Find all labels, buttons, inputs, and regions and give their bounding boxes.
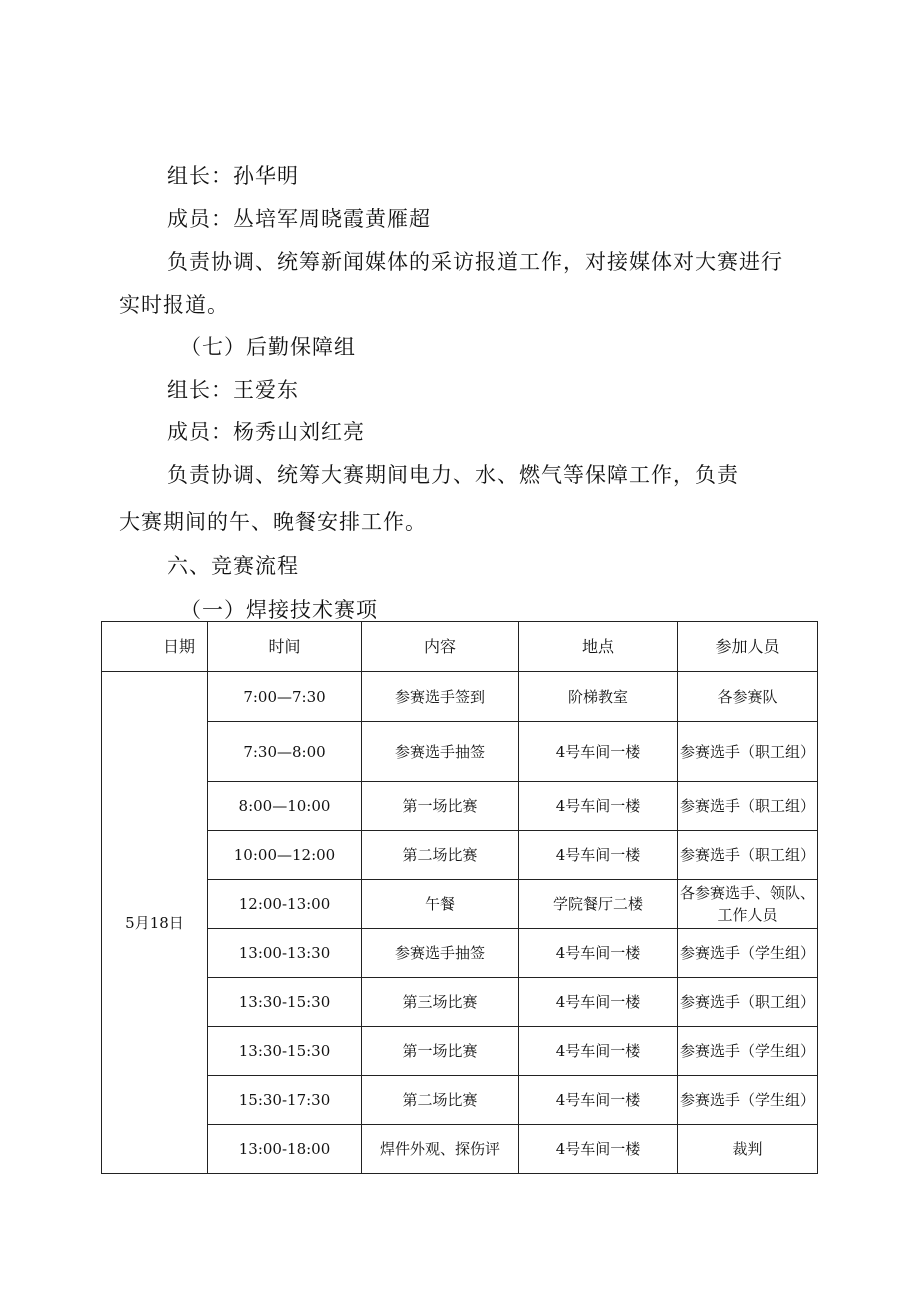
line-members-1: 成员：丛培军周晓霞黄雁超 [167, 207, 431, 231]
section-heading-welding: （一）焊接技术赛项 [180, 598, 378, 622]
time-cell: 13:00-13:30 [208, 929, 362, 978]
people-cell: 裁判 [678, 1125, 818, 1174]
content-cell: 参赛选手抽签 [362, 929, 519, 978]
people-cell: 参赛选手（职工组） [678, 831, 818, 880]
people-cell: 参赛选手（学生组） [678, 1076, 818, 1125]
place-cell: 4号车间一楼 [519, 1076, 678, 1125]
people-cell: 参赛选手（学生组） [678, 929, 818, 978]
time-cell: 12:00-13:00 [208, 880, 362, 929]
time-cell: 13:00-18:00 [208, 1125, 362, 1174]
content-cell: 第一场比赛 [362, 782, 519, 831]
table-row [102, 1027, 818, 1076]
people-cell: 各参赛选手、领队、工作人员 [678, 880, 818, 929]
people-cell: 参赛选手（职工组） [678, 722, 818, 782]
time-cell: 13:30-15:30 [208, 978, 362, 1027]
line-leader-2: 组长：王爱东 [167, 378, 299, 402]
content-cell: 第二场比赛 [362, 1076, 519, 1125]
header-content: 内容 [362, 622, 519, 672]
time-cell: 13:30-15:30 [208, 1027, 362, 1076]
content-cell: 焊件外观、探伤评 [362, 1125, 519, 1174]
section-heading-process: 六、竞赛流程 [167, 554, 299, 578]
table-row [102, 782, 818, 831]
table-row [102, 929, 818, 978]
table-row [102, 880, 818, 929]
time-cell: 7:30—8:00 [208, 722, 362, 782]
time-cell: 8:00—10:00 [208, 782, 362, 831]
place-cell: 4号车间一楼 [519, 1125, 678, 1174]
content-cell: 参赛选手抽签 [362, 722, 519, 782]
date-cell: 5月18日 [102, 672, 208, 1174]
line-duty-1a: 负责协调、统筹新闻媒体的采访报道工作，对接媒体对大赛进行 [167, 250, 783, 274]
people-cell: 参赛选手（职工组） [678, 978, 818, 1027]
place-cell: 4号车间一楼 [519, 831, 678, 880]
header-people: 参加人员 [678, 622, 818, 672]
time-cell: 10:00—12:00 [208, 831, 362, 880]
schedule-table [101, 621, 818, 1174]
section-heading-logistics: （七）后勤保障组 [180, 335, 356, 359]
place-cell: 4号车间一楼 [519, 929, 678, 978]
header-place: 地点 [519, 622, 678, 672]
line-members-2: 成员：杨秀山刘红亮 [167, 420, 365, 444]
people-cell: 参赛选手（职工组） [678, 782, 818, 831]
table-row [102, 722, 818, 782]
line-duty-1b: 实时报道。 [119, 293, 229, 317]
time-cell: 15:30-17:30 [208, 1076, 362, 1125]
table-row [102, 1076, 818, 1125]
content-cell: 第一场比赛 [362, 1027, 519, 1076]
place-cell: 4号车间一楼 [519, 782, 678, 831]
header-date: 日期 [102, 622, 208, 672]
line-duty-2a: 负责协调、统筹大赛期间电力、水、燃气等保障工作，负责 [167, 463, 739, 487]
header-time: 时间 [208, 622, 362, 672]
place-cell: 4号车间一楼 [519, 978, 678, 1027]
line-duty-2b: 大赛期间的午、晚餐安排工作。 [119, 510, 427, 534]
content-cell: 第三场比赛 [362, 978, 519, 1027]
line-leader-1: 组长：孙华明 [167, 164, 299, 188]
table-row [102, 672, 818, 722]
people-cell: 各参赛队 [678, 672, 818, 722]
table-row [102, 978, 818, 1027]
content-cell: 午餐 [362, 880, 519, 929]
place-cell: 4号车间一楼 [519, 1027, 678, 1076]
place-cell: 学院餐厅二楼 [519, 880, 678, 929]
place-cell: 阶梯教室 [519, 672, 678, 722]
table-row [102, 1125, 818, 1174]
place-cell: 4号车间一楼 [519, 722, 678, 782]
people-cell: 参赛选手（学生组） [678, 1027, 818, 1076]
content-cell: 第二场比赛 [362, 831, 519, 880]
content-cell: 参赛选手签到 [362, 672, 519, 722]
time-cell: 7:00—7:30 [208, 672, 362, 722]
table-row [102, 831, 818, 880]
table-header-row [102, 622, 818, 672]
